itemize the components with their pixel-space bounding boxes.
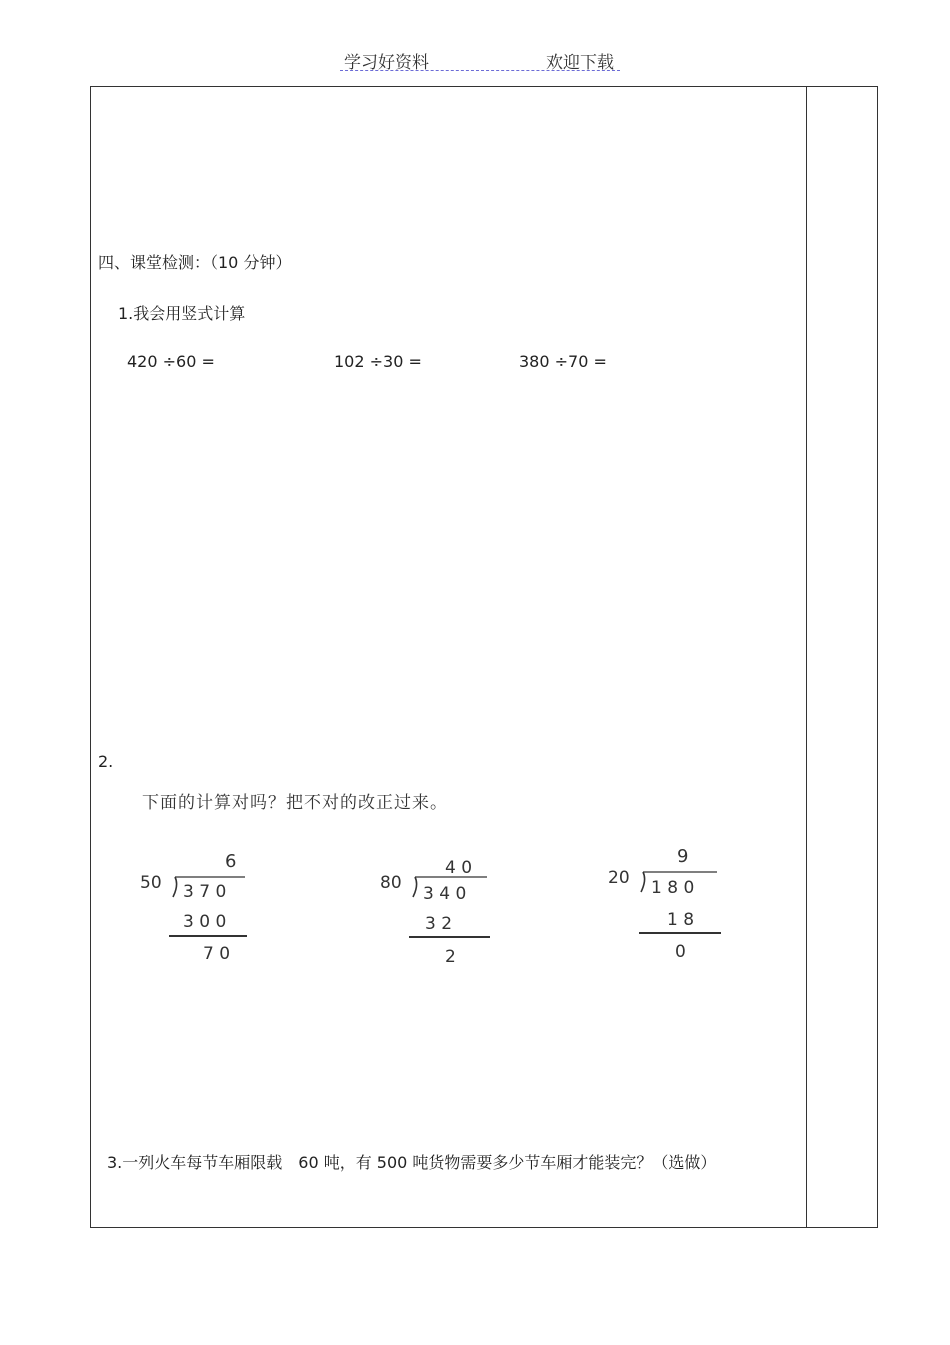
- q1-problem-3: 380 ÷70 =: [519, 352, 607, 371]
- header-dashed-underline: [340, 70, 620, 71]
- long-division-2: [375, 845, 505, 970]
- section-title: 四、课堂检测：（10 分钟）: [98, 253, 292, 272]
- q1-problem-1: 420 ÷60 =: [127, 352, 215, 371]
- dividend-2: 3 4 0: [423, 884, 467, 904]
- q3-text: 3.一列火车每节车厢限载 60 吨，有 500 吨货物需要多少节车厢才能装完？（选做）: [107, 1153, 717, 1172]
- remainder-2: 2: [445, 947, 456, 967]
- remainder-1: 7 0: [203, 944, 231, 964]
- divisor-1: 50: [140, 873, 162, 893]
- table-column-divider: [806, 86, 807, 1228]
- product-1: 3 0 0: [183, 912, 227, 932]
- q1-problem-2: 102 ÷30 =: [334, 352, 422, 371]
- division-bracket-2: [413, 877, 417, 897]
- q1-label: 1.我会用竖式计算: [118, 304, 246, 323]
- divisor-2: 80: [380, 873, 402, 893]
- dividend-1: 3 7 0: [183, 882, 227, 902]
- long-division-1: [135, 845, 265, 970]
- division-bracket-1: [173, 877, 177, 897]
- q2-instruction: 下面的计算对吗？把不对的改正过来。: [142, 793, 448, 813]
- remainder-3: 0: [675, 942, 686, 962]
- header-right-text: 欢迎下载: [546, 53, 614, 73]
- dividend-3: 1 8 0: [651, 878, 695, 898]
- product-2: 3 2: [425, 914, 453, 934]
- product-3: 1 8: [667, 910, 695, 930]
- divisor-3: 20: [608, 868, 630, 888]
- quotient-1: 6: [225, 851, 237, 872]
- header-left-text: 学习好资料: [344, 53, 429, 73]
- long-division-3: [603, 840, 733, 965]
- q2-label: 2.: [98, 752, 114, 771]
- quotient-3: 9: [677, 846, 689, 867]
- quotient-2: 4 0: [445, 858, 473, 878]
- division-bracket-3: [641, 872, 645, 892]
